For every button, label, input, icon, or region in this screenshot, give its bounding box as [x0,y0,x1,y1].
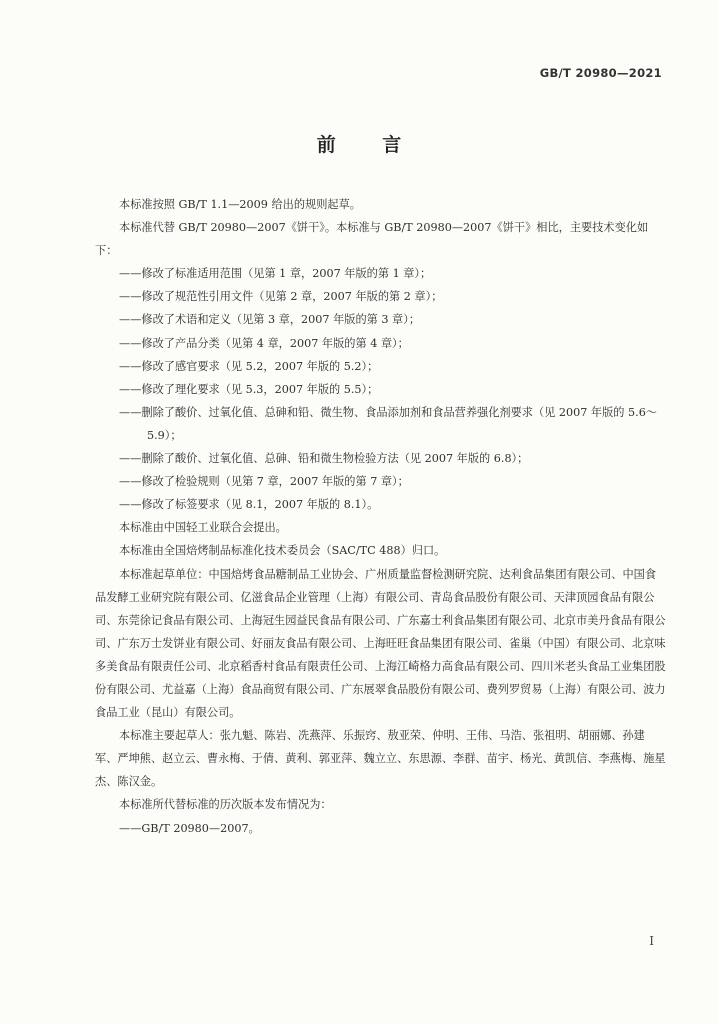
change-item: ——修改了检验规则（见第 7 章，2007 年版的第 7 章）； [119,475,409,489]
paragraph-drafters: 本标准主要起草人：张九魁、陈岩、冼燕萍、乐振窍、敖亚荣、仲明、王伟、马浩、张祖明、胡丽娜、孙建军、严坤熊、赵立云、曹永梅、于倩、黄利、郭亚萍、魏立立、东思源、李群、苗宇、杨光、黄凯信、李燕梅、施星杰、陈汉金。 [95,729,666,789]
change-item: ——修改了规范性引用文件（见第 2 章，2007 年版的第 2 章）； [119,290,443,304]
change-item: ——修改了标准适用范围（见第 1 章，2007 年版的第 1 章）； [119,267,432,281]
foreword-body [95,193,667,840]
history-item: ——GB/T 20980—2007。 [119,821,260,835]
paragraph-drafting-units: 本标准起草单位：中国焙烤食品糖制品工业协会、广州质量监督检测研究院、达利食品集团有限公司、中国食品发酵工业研究院有限公司、亿滋食品企业管理（上海）有限公司、青岛食品股份有限公司、天津顶园食品有限公司、东莞徐记食品有限公司、上海冠生园益民食品有限公司、广东嘉士利食品集团有限公司、北京市美丹食品有限公司、广东万士发饼业有限公司、好丽友食品有限公司、上海旺旺食品集团有限公司、雀巢（中国）有限公司、北京味多美食品有限责任公司、北京稻香村食品有限责任公司、上海江崎格力高食品有限公司、四川米老头食品工业集团股份有限公司、尤益嘉（上海）食品商贸有限公司、广东展翠食品股份有限公司、费列罗贸易（上海）有限公司、波力食品工业（昆山）有限公司。 [95,567,666,720]
standard-code: GB/T 20980—2021 [539,66,662,80]
change-item: ——修改了感官要求（见 5.2，2007 年版的 5.2）； [119,359,379,373]
change-item: ——删除了酸价、过氧化值、总砷和铅、微生物、食品添加剂和食品营养强化剂要求（见 2007 年版的 5.6～5.9）； [119,405,657,442]
paragraph-drafting-rules: 本标准按照 GB/T 1.1—2009 给出的规则起草。 [119,198,361,211]
change-item: ——修改了产品分类（见第 4 章，2007 年版的第 4 章）； [119,336,409,350]
change-item: ——修改了标签要求（见 8.1，2007 年版的 8.1）。 [119,498,379,512]
change-item: ——修改了理化要求（见 5.3，2007 年版的 5.5）； [119,382,379,396]
paragraph-proposer: 本标准由中国轻工业联合会提出。 [119,521,287,535]
page-number: I [649,934,654,948]
page-title: 前 言 [316,134,422,156]
change-item: ——修改了术语和定义（见第 3 章，2007 年版的第 3 章）； [119,313,421,327]
paragraph-committee: 本标准由全国焙烤制品标准化技术委员会（SAC/TC 488）归口。 [119,544,446,558]
change-item: ——删除了酸价、过氧化值、总砷、铅和微生物检验方法（见 2007 年版的 6.8）； [119,452,529,466]
paragraph-replaces: 本标准代替 GB/T 20980—2007《饼干》。本标准与 GB/T 20980—2007《饼干》相比，主要技术变化如下： [95,221,649,258]
paragraph-history: 本标准所代替标准的历次版本发布情况为： [119,798,332,812]
